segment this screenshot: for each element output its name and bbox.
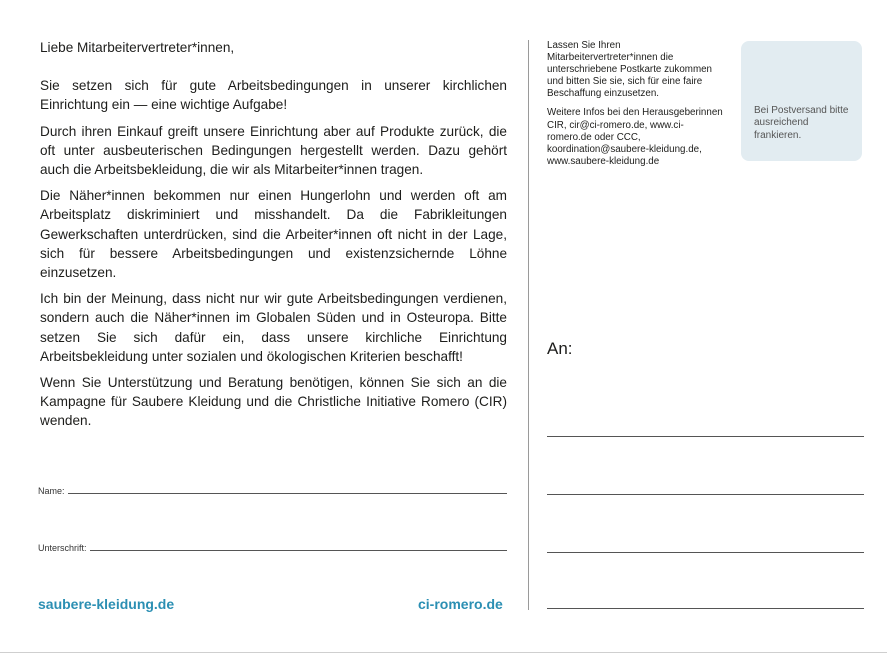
stamp-text: Bei Postversand bitte ausreichend frankieren. [754, 105, 849, 141]
name-label: Name: [38, 486, 65, 496]
letter-paragraph-4: Ich bin der Meinung, dass nicht nur wir gute Arbeitsbedingungen verdienen, sondern auch die Näher*innen im Globalen Süden und in Osteuropa. Bitte setzen Sie sich dafür ein, dass unsere kirchliche Einrichtung Arbeitsbekleidung unter sozialen und ökologischen Kriterien beschafft! [40, 291, 507, 364]
info-text [547, 40, 727, 168]
letter-paragraph-1: Sie setzen sich für gute Arbeitsbedingungen in unserer kirchlichen Einrichtung ein — eine wichtige Aufgabe! [40, 78, 507, 113]
stamp-box [741, 41, 862, 161]
name-line[interactable] [68, 492, 507, 494]
signature-field[interactable] [38, 543, 507, 553]
url-ci-romero[interactable]: ci-romero.de [418, 596, 503, 612]
signature-label: Unterschrift: [38, 543, 87, 553]
info-contact: Weitere Infos bei den Herausgeberinnen CIR, cir@ci-romero.de, www.ci-romero.de oder CCC, koordination@saubere-kleidung.de, www.saubere-kleidung.de [547, 107, 723, 167]
address-line-1[interactable] [547, 436, 864, 437]
letter-paragraph-2: Durch ihren Einkauf greift unsere Einrichtung aber auf Produkte zurück, die oft unter ausbeuterischen Bedingungen hergestellt werden. Dazu gehört auch die Arbeitsbekleidung, die wir als Mitarbeiter*innen tragen. [40, 123, 507, 178]
signature-line[interactable] [90, 549, 507, 551]
url-saubere-kleidung[interactable]: saubere-kleidung.de [38, 596, 175, 612]
letter-paragraph-5: Wenn Sie Unterstützung und Beratung benötigen, können Sie sich an die Kampagne für Saubere Kleidung und die Christliche Initiative Romero (CIR) wenden. [40, 375, 507, 429]
address-line-4[interactable] [547, 608, 864, 609]
address-line-3[interactable] [547, 552, 864, 553]
letter-paragraph-3: Die Näher*innen bekommen nur einen Hungerlohn und werden oft am Arbeitsplatz diskriminiert und misshandelt. Da die Fabrikleitungen Gewerkschaften unterdrücken, sind die Arbeiter*innen oft nicht in der Lage, sich für bessere Arbeitsbedingungen und existenzsichernde Löhne einzusetzen. [40, 188, 507, 281]
name-field[interactable] [38, 486, 507, 496]
info-instruction: Lassen Sie Ihren Mitarbeitervertreter*innen die unterschriebene Postkarte zukommen und bitten Sie sie, sich für eine faire Beschaffung einzusetzen. [547, 40, 712, 100]
address-label: An: [547, 339, 573, 358]
address-line-2[interactable] [547, 494, 864, 495]
vertical-divider [528, 40, 529, 610]
letter-greeting: Liebe Mitarbeitervertreter*innen, [40, 40, 235, 55]
bottom-edge [0, 652, 887, 653]
letter-body [40, 38, 507, 431]
